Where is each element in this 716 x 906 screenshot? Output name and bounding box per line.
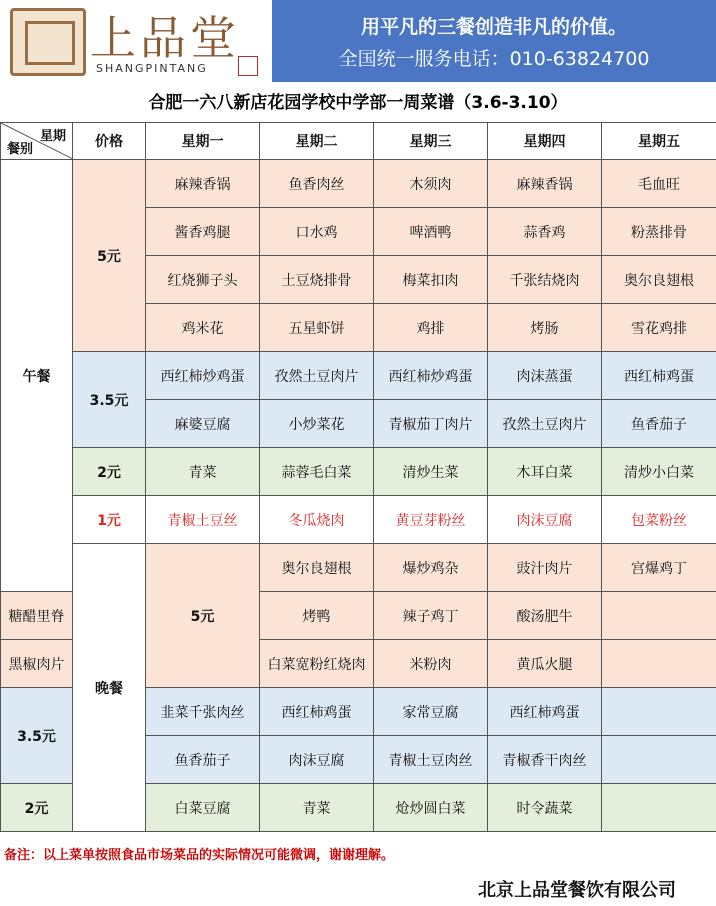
- dish-cell: 五星虾饼: [260, 304, 374, 352]
- dish-cell: 白菜豆腐: [146, 784, 260, 832]
- dish-cell: 青椒香干肉丝: [488, 736, 602, 784]
- dish-cell: 西红柿鸡蛋: [260, 688, 374, 736]
- dish-cell: 豉汁肉片: [488, 544, 602, 592]
- logo-emblem-icon: [10, 8, 86, 76]
- dish-cell: 西红柿鸡蛋: [488, 688, 602, 736]
- dish-cell: 梅菜扣肉: [374, 256, 488, 304]
- dish-cell: [602, 640, 716, 688]
- dish-cell: 鱼香茄子: [602, 400, 716, 448]
- dish-cell: 烤鸭: [260, 592, 374, 640]
- dish-cell: 木耳白菜: [488, 448, 602, 496]
- dish-cell: [602, 784, 716, 832]
- price-cell: 2元: [73, 448, 146, 496]
- price-cell: 5元: [73, 160, 146, 352]
- price-cell: 3.5元: [73, 352, 146, 448]
- dish-cell: 奥尔良翅根: [602, 256, 716, 304]
- dish-cell: 黄豆芽粉丝: [374, 496, 488, 544]
- table-row: [1, 160, 716, 208]
- dish-cell: [602, 688, 716, 736]
- dish-cell: 西红柿炒鸡蛋: [146, 352, 260, 400]
- dish-cell: 红烧狮子头: [146, 256, 260, 304]
- dish-cell: 糖醋里脊: [1, 592, 73, 640]
- brand-name: 上品堂: [90, 11, 240, 65]
- table-row: [1, 544, 716, 592]
- price-cell: 3.5元: [1, 688, 73, 784]
- slogan-banner: [272, 0, 716, 82]
- dish-cell: 孜然土豆肉片: [488, 400, 602, 448]
- company-name: 北京上品堂餐饮有限公司: [478, 880, 676, 901]
- corner-top-label: 星期: [39, 129, 66, 144]
- dish-cell: 粉蒸排骨: [602, 208, 716, 256]
- dish-cell: 包菜粉丝: [602, 496, 716, 544]
- dish-cell: 西红柿炒鸡蛋: [374, 352, 488, 400]
- dish-cell: 炝炒圆白菜: [374, 784, 488, 832]
- dish-cell: 木须肉: [374, 160, 488, 208]
- day-header: 星期四: [488, 123, 602, 160]
- dish-cell: 清炒小白菜: [602, 448, 716, 496]
- dish-cell: [602, 736, 716, 784]
- dish-cell: 青菜: [146, 448, 260, 496]
- dish-cell: 麻辣香锅: [146, 160, 260, 208]
- dish-cell: 麻辣香锅: [488, 160, 602, 208]
- dish-cell: 米粉肉: [374, 640, 488, 688]
- dish-cell: 青椒茄丁肉片: [374, 400, 488, 448]
- dish-cell: 土豆烧排骨: [260, 256, 374, 304]
- day-header: 星期二: [260, 123, 374, 160]
- dish-cell: 黄瓜火腿: [488, 640, 602, 688]
- dish-cell: 烤肠: [488, 304, 602, 352]
- table-row: [1, 448, 716, 496]
- page-title: 合肥一六八新店花园学校中学部一周菜谱（3.6-3.10）: [148, 93, 568, 113]
- corner-bottom-label: 餐别: [7, 142, 34, 157]
- dish-cell: 鸡米花: [146, 304, 260, 352]
- dish-cell: 青菜: [260, 784, 374, 832]
- dish-cell: 家常豆腐: [374, 688, 488, 736]
- dish-cell: 清炒生菜: [374, 448, 488, 496]
- dish-cell: 啤酒鸭: [374, 208, 488, 256]
- dish-cell: 辣子鸡丁: [374, 592, 488, 640]
- dish-cell: 青椒土豆丝: [146, 496, 260, 544]
- dish-cell: 鸡排: [374, 304, 488, 352]
- price-cell: 5元: [146, 544, 260, 688]
- dish-cell: 毛血旺: [602, 160, 716, 208]
- dish-cell: 青椒土豆肉丝: [374, 736, 488, 784]
- price-cell: 2元: [1, 784, 73, 832]
- dish-cell: 宫爆鸡丁: [602, 544, 716, 592]
- day-header: 星期一: [146, 123, 260, 160]
- brand-logo: [0, 0, 272, 82]
- dish-cell: 爆炒鸡杂: [374, 544, 488, 592]
- price-cell: 1元: [73, 496, 146, 544]
- dish-cell: 口水鸡: [260, 208, 374, 256]
- dish-cell: 酱香鸡腿: [146, 208, 260, 256]
- dish-cell: 麻婆豆腐: [146, 400, 260, 448]
- dish-cell: 黑椒肉片: [1, 640, 73, 688]
- dish-cell: 韭菜千张肉丝: [146, 688, 260, 736]
- seal-icon: [238, 56, 258, 76]
- dish-cell: 时令蔬菜: [488, 784, 602, 832]
- dish-cell: 鱼香肉丝: [260, 160, 374, 208]
- table-row: [1, 352, 716, 400]
- dish-cell: 小炒菜花: [260, 400, 374, 448]
- dish-cell: 肉沫蒸蛋: [488, 352, 602, 400]
- dish-cell: 白菜宽粉红烧肉: [260, 640, 374, 688]
- dish-cell: 冬瓜烧肉: [260, 496, 374, 544]
- meal-label-dinner: 晚餐: [73, 544, 146, 832]
- dish-cell: 奥尔良翅根: [260, 544, 374, 592]
- dish-cell: 蒜蓉毛白菜: [260, 448, 374, 496]
- table-row: [1, 496, 716, 544]
- dish-cell: [602, 592, 716, 640]
- menu-table: [0, 122, 716, 832]
- price-header: 价格: [73, 123, 146, 160]
- slogan-text: 用平凡的三餐创造非凡的价值。: [360, 16, 627, 38]
- dish-cell: 肉沫豆腐: [260, 736, 374, 784]
- dish-cell: 雪花鸡排: [602, 304, 716, 352]
- corner-cell: [1, 123, 73, 160]
- meal-label-lunch: 午餐: [1, 160, 73, 592]
- dish-cell: 肉沫豆腐: [488, 496, 602, 544]
- day-header: 星期三: [374, 123, 488, 160]
- dish-cell: 酸汤肥牛: [488, 592, 602, 640]
- hotline-text: 全国统一服务电话：010-63824700: [338, 48, 650, 70]
- brand-pinyin: SHANGPINTANG: [96, 62, 208, 75]
- dish-cell: 孜然土豆肉片: [260, 352, 374, 400]
- dish-cell: 千张结烧肉: [488, 256, 602, 304]
- day-header: 星期五: [602, 123, 716, 160]
- footnote: 备注：以上菜单按照食品市场菜品的实际情况可能微调，谢谢理解。: [4, 848, 395, 863]
- dish-cell: 鱼香茄子: [146, 736, 260, 784]
- header: [0, 0, 716, 82]
- dish-cell: 蒜香鸡: [488, 208, 602, 256]
- dish-cell: 西红柿鸡蛋: [602, 352, 716, 400]
- header-row: [1, 123, 716, 160]
